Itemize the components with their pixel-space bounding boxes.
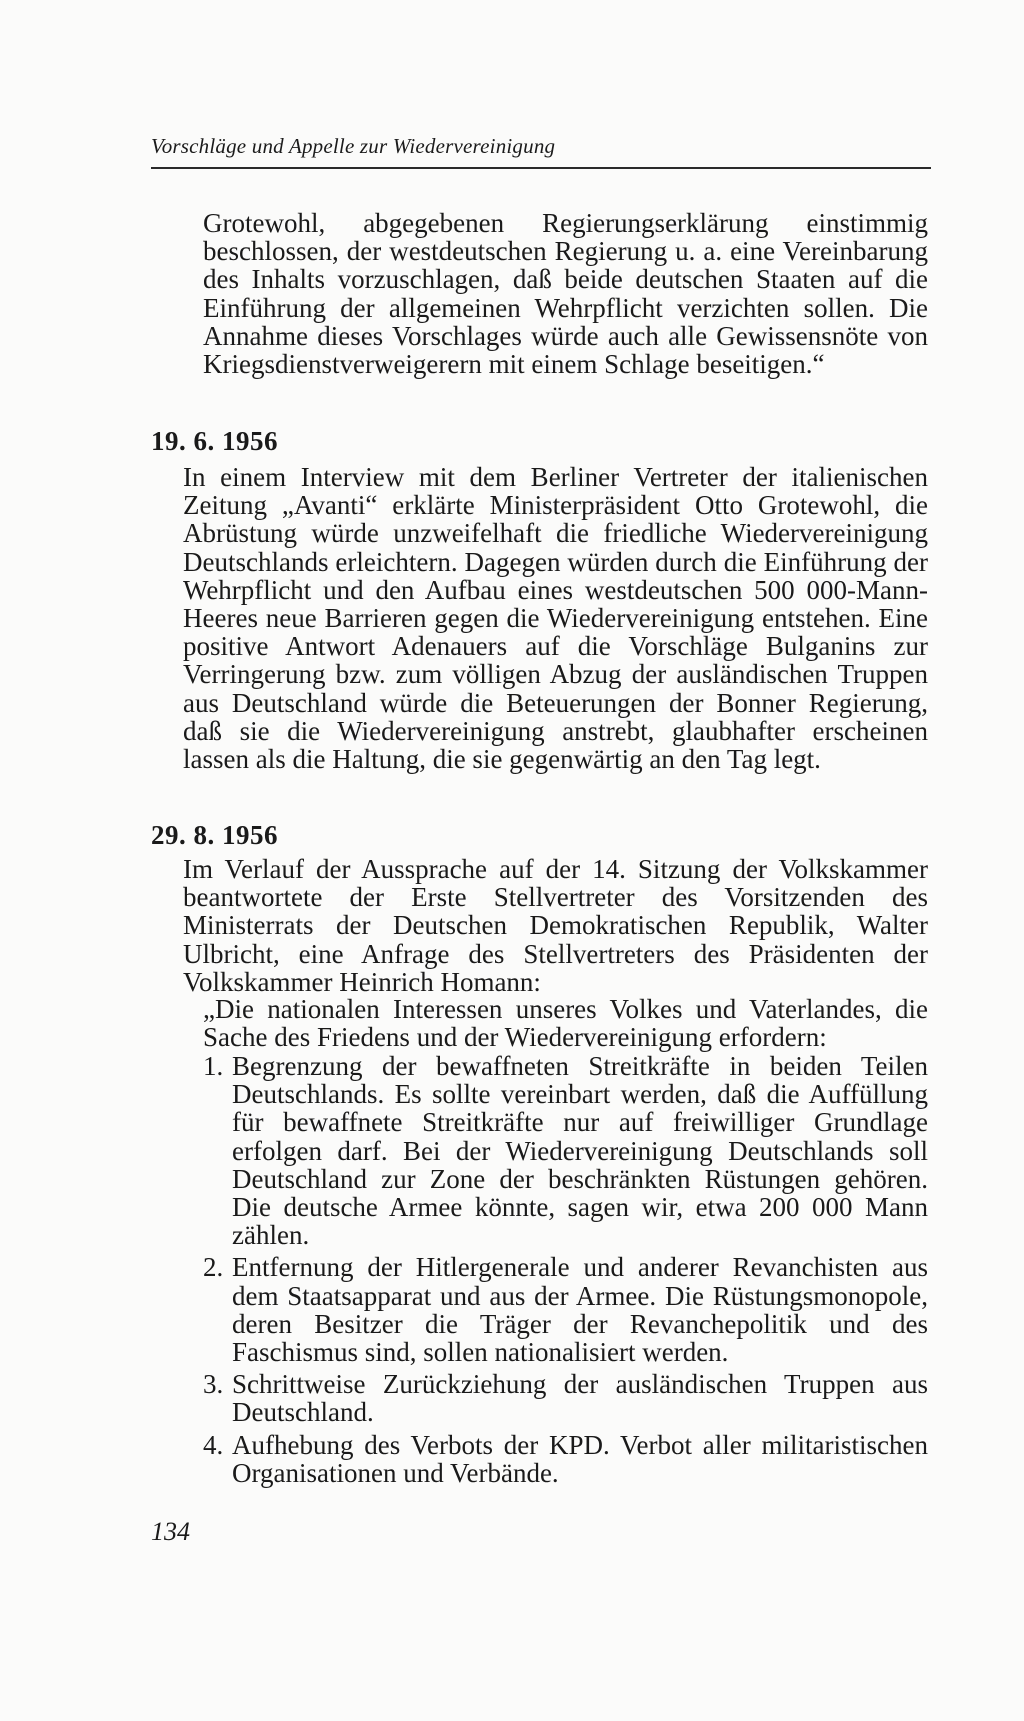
- demands-list: [203, 1052, 928, 1491]
- date-heading-2: 29. 8. 1956: [151, 820, 278, 850]
- running-head: Vorschläge und Appelle zur Wiedervereinigung: [151, 134, 556, 158]
- list-item: [203, 1431, 928, 1487]
- list-item-text: Begrenzung der bewaffneten Streitkräfte in beiden Teilen Deutschlands. Es sollte vereinbart werden, daß die Auffüllung für bewaffnete Streitkräfte nur auf freiwilliger Grundlage erfolgen darf. Bei der Wiedervereinigung Deutschlands soll Deutschland zur Zone der beschränkten Rüstungen gehören. Die deutsche Armee könnte, sagen wir, etwa 200 000 Mann zählen.: [232, 1051, 928, 1251]
- entry-1-paragraph: [183, 463, 928, 773]
- list-item: [203, 1370, 928, 1426]
- intro-paragraph: [203, 209, 928, 378]
- quote-intro: „Die nationalen Interessen unseres Volkes und Vaterlandes, die Sache des Friedens und der Wiedervereinigung erfordern:: [203, 994, 928, 1053]
- list-item-number: 3.: [203, 1369, 224, 1400]
- list-item-text: Entfernung der Hitlergenerale und anderer Revanchisten aus dem Staatsapparat und aus der Armee. Die Rüstungsmonopole, deren Besitzer die Träger der Revanchepolitik und des Faschismus sind, sollen nationalisiert werden.: [232, 1252, 928, 1368]
- entry-1-text: In einem Interview mit dem Berliner Vertreter der italienischen Zeitung „Avanti“ erklärte Ministerpräsident Otto Grotewohl, die Abrüstung würde unzweifelhaft die friedliche Wiedervereinigung Deutschlands erleichtern. Dagegen würden durch die Einführung der Wehrpflicht und den Aufbau eines westdeutschen 500 000-Mann-Heeres neue Barrieren gegen die Wiedervereinigung entstehen. Eine positive Antwort Adenauers auf die Vorschläge Bulganins zur Verringerung bzw. zum völligen Abzug der ausländischen Truppen aus Deutschland würde die Beteuerungen der Bonner Regierung, daß sie die Wiedervereinigung anstrebt, glaubhafter erscheinen lassen als die Haltung, die sie gegenwärtig an den Tag legt.: [183, 462, 928, 775]
- list-item-number: 1.: [203, 1051, 224, 1081]
- page-number: 134: [151, 1517, 190, 1546]
- list-item-text: Aufhebung des Verbots der KPD. Verbot aller militaristischen Organisationen und Verbände.: [232, 1429, 928, 1488]
- intro-paragraph-text: Grotewohl, abgegebenen Regierungserklärung einstimmig beschlossen, der westdeutschen Regierung u. a. eine Vereinbarung des Inhalts vorzuschlagen, daß beide deutschen Staaten auf die Einführung der allgemeinen Wehrpflicht verzichten sollen. Die Annahme dieses Vorschlages würde auch alle Gewissensnöte von Kriegsdienstverweigerern mit einem Schlage beseitigen.“: [203, 208, 928, 380]
- list-item-number: 2.: [203, 1252, 224, 1283]
- list-item: [203, 1052, 928, 1249]
- entry-2-text: Im Verlauf der Aussprache auf der 14. Sitzung der Volkskammer beantwortete der Erste Stellvertreter des Vorsitzenden des Ministerrats der Deutschen Demokratischen Republik, Walter Ulbricht, eine Anfrage des Stellvertreters des Präsidenten der Volkskammer Heinrich Homann:: [183, 854, 928, 997]
- entry-2-paragraph: [183, 855, 928, 996]
- date-heading-1: 19. 6. 1956: [151, 426, 278, 456]
- list-item: [203, 1253, 928, 1366]
- list-item-number: 4.: [203, 1429, 224, 1460]
- list-item-text: Schrittweise Zurückziehung der ausländischen Truppen aus Deutschland.: [232, 1369, 928, 1428]
- header-rule: [151, 167, 931, 169]
